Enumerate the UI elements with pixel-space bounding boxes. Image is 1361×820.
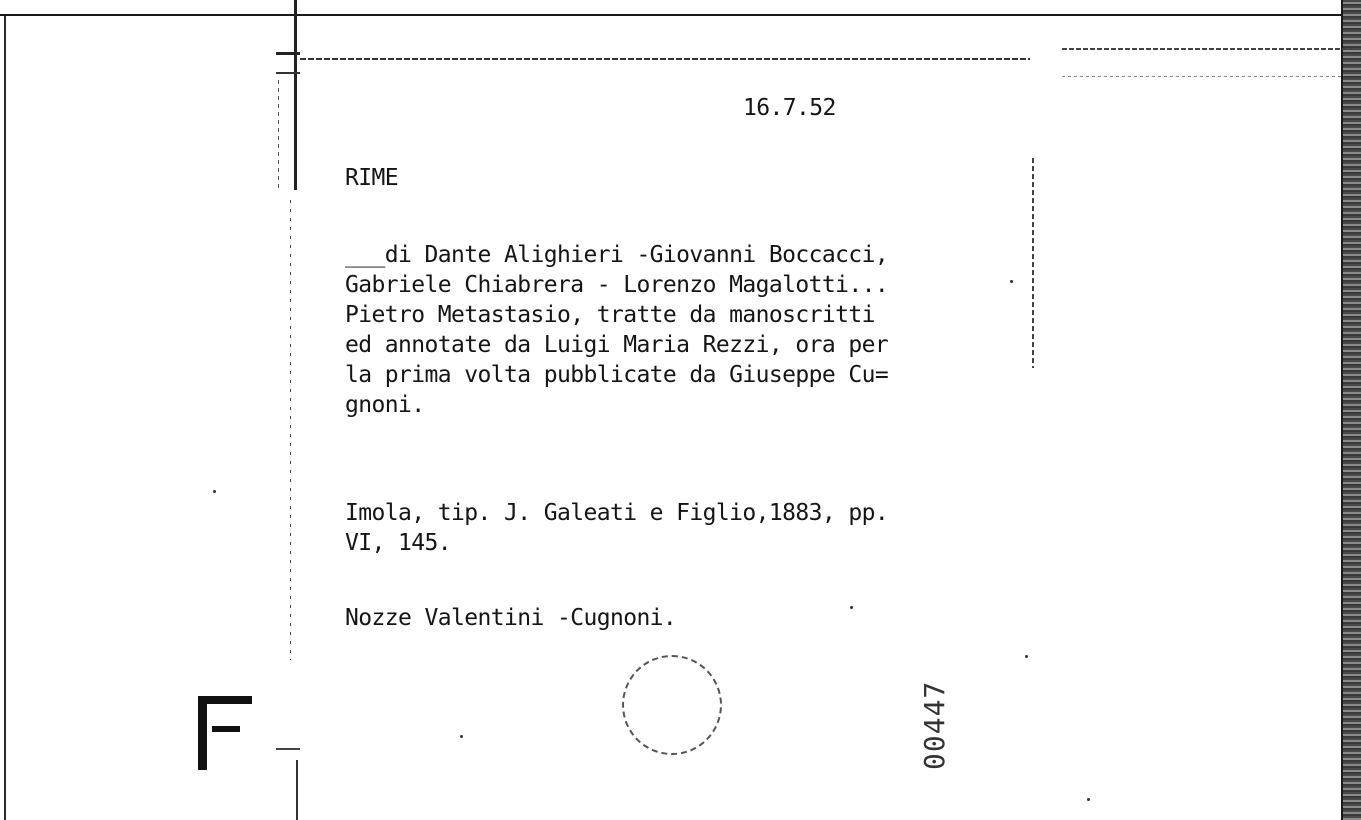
card-heading: RIME (345, 165, 398, 191)
card-code-number: 00447 (918, 680, 951, 770)
left-edge-line (4, 16, 6, 820)
speck (460, 735, 463, 738)
speck (1010, 280, 1013, 283)
card-right-edge (1032, 158, 1034, 368)
card-top-edge (300, 58, 1030, 60)
entry-line: ___di Dante Alighieri -Giovanni Boccacci, (345, 242, 889, 268)
rod-bottom-crossbar (276, 748, 300, 750)
f-mark-top-bar (198, 696, 252, 704)
rod-crossbar (276, 52, 300, 55)
right-margin-rule (1062, 48, 1352, 50)
right-edge-shadow (1343, 0, 1361, 820)
rod-dashed-line-upper (278, 80, 279, 190)
imprint-line: Imola, tip. J. Galeati e Figlio,1883, pp. (345, 500, 889, 526)
entry-line: la prima volta pubblicate da Giuseppe Cu= (345, 362, 889, 388)
speck (850, 606, 853, 609)
entry-line: Pietro Metastasio, tratte da manoscritti (345, 302, 875, 328)
punch-hole (622, 655, 722, 755)
rod-bottom-bar (296, 760, 298, 820)
entry-line: gnoni. (345, 392, 425, 418)
top-edge-rule (0, 14, 1345, 16)
imprint-line: VI, 145. (345, 530, 451, 556)
card-entry (345, 240, 888, 420)
speck (1087, 798, 1090, 801)
f-mark-middle-bar (212, 726, 240, 732)
right-margin-rule-lower (1062, 76, 1342, 77)
f-mark-stem (198, 696, 207, 770)
card-note: Nozze Valentini -Cugnoni. (345, 605, 677, 631)
entry-line: ed annotate da Luigi Maria Rezzi, ora per (345, 332, 889, 358)
entry-line: Gabriele Chiabrera - Lorenzo Magalotti... (345, 272, 889, 298)
card-date: 16.7.52 (743, 95, 836, 121)
card-imprint (345, 498, 888, 558)
rod-crossbar-lower (276, 72, 300, 74)
speck (213, 490, 216, 493)
rod-dashed-line (290, 200, 291, 660)
speck (1025, 655, 1028, 658)
margin-f-mark (198, 696, 254, 770)
card-guide-rod (276, 0, 300, 820)
rod-bar (294, 0, 297, 190)
